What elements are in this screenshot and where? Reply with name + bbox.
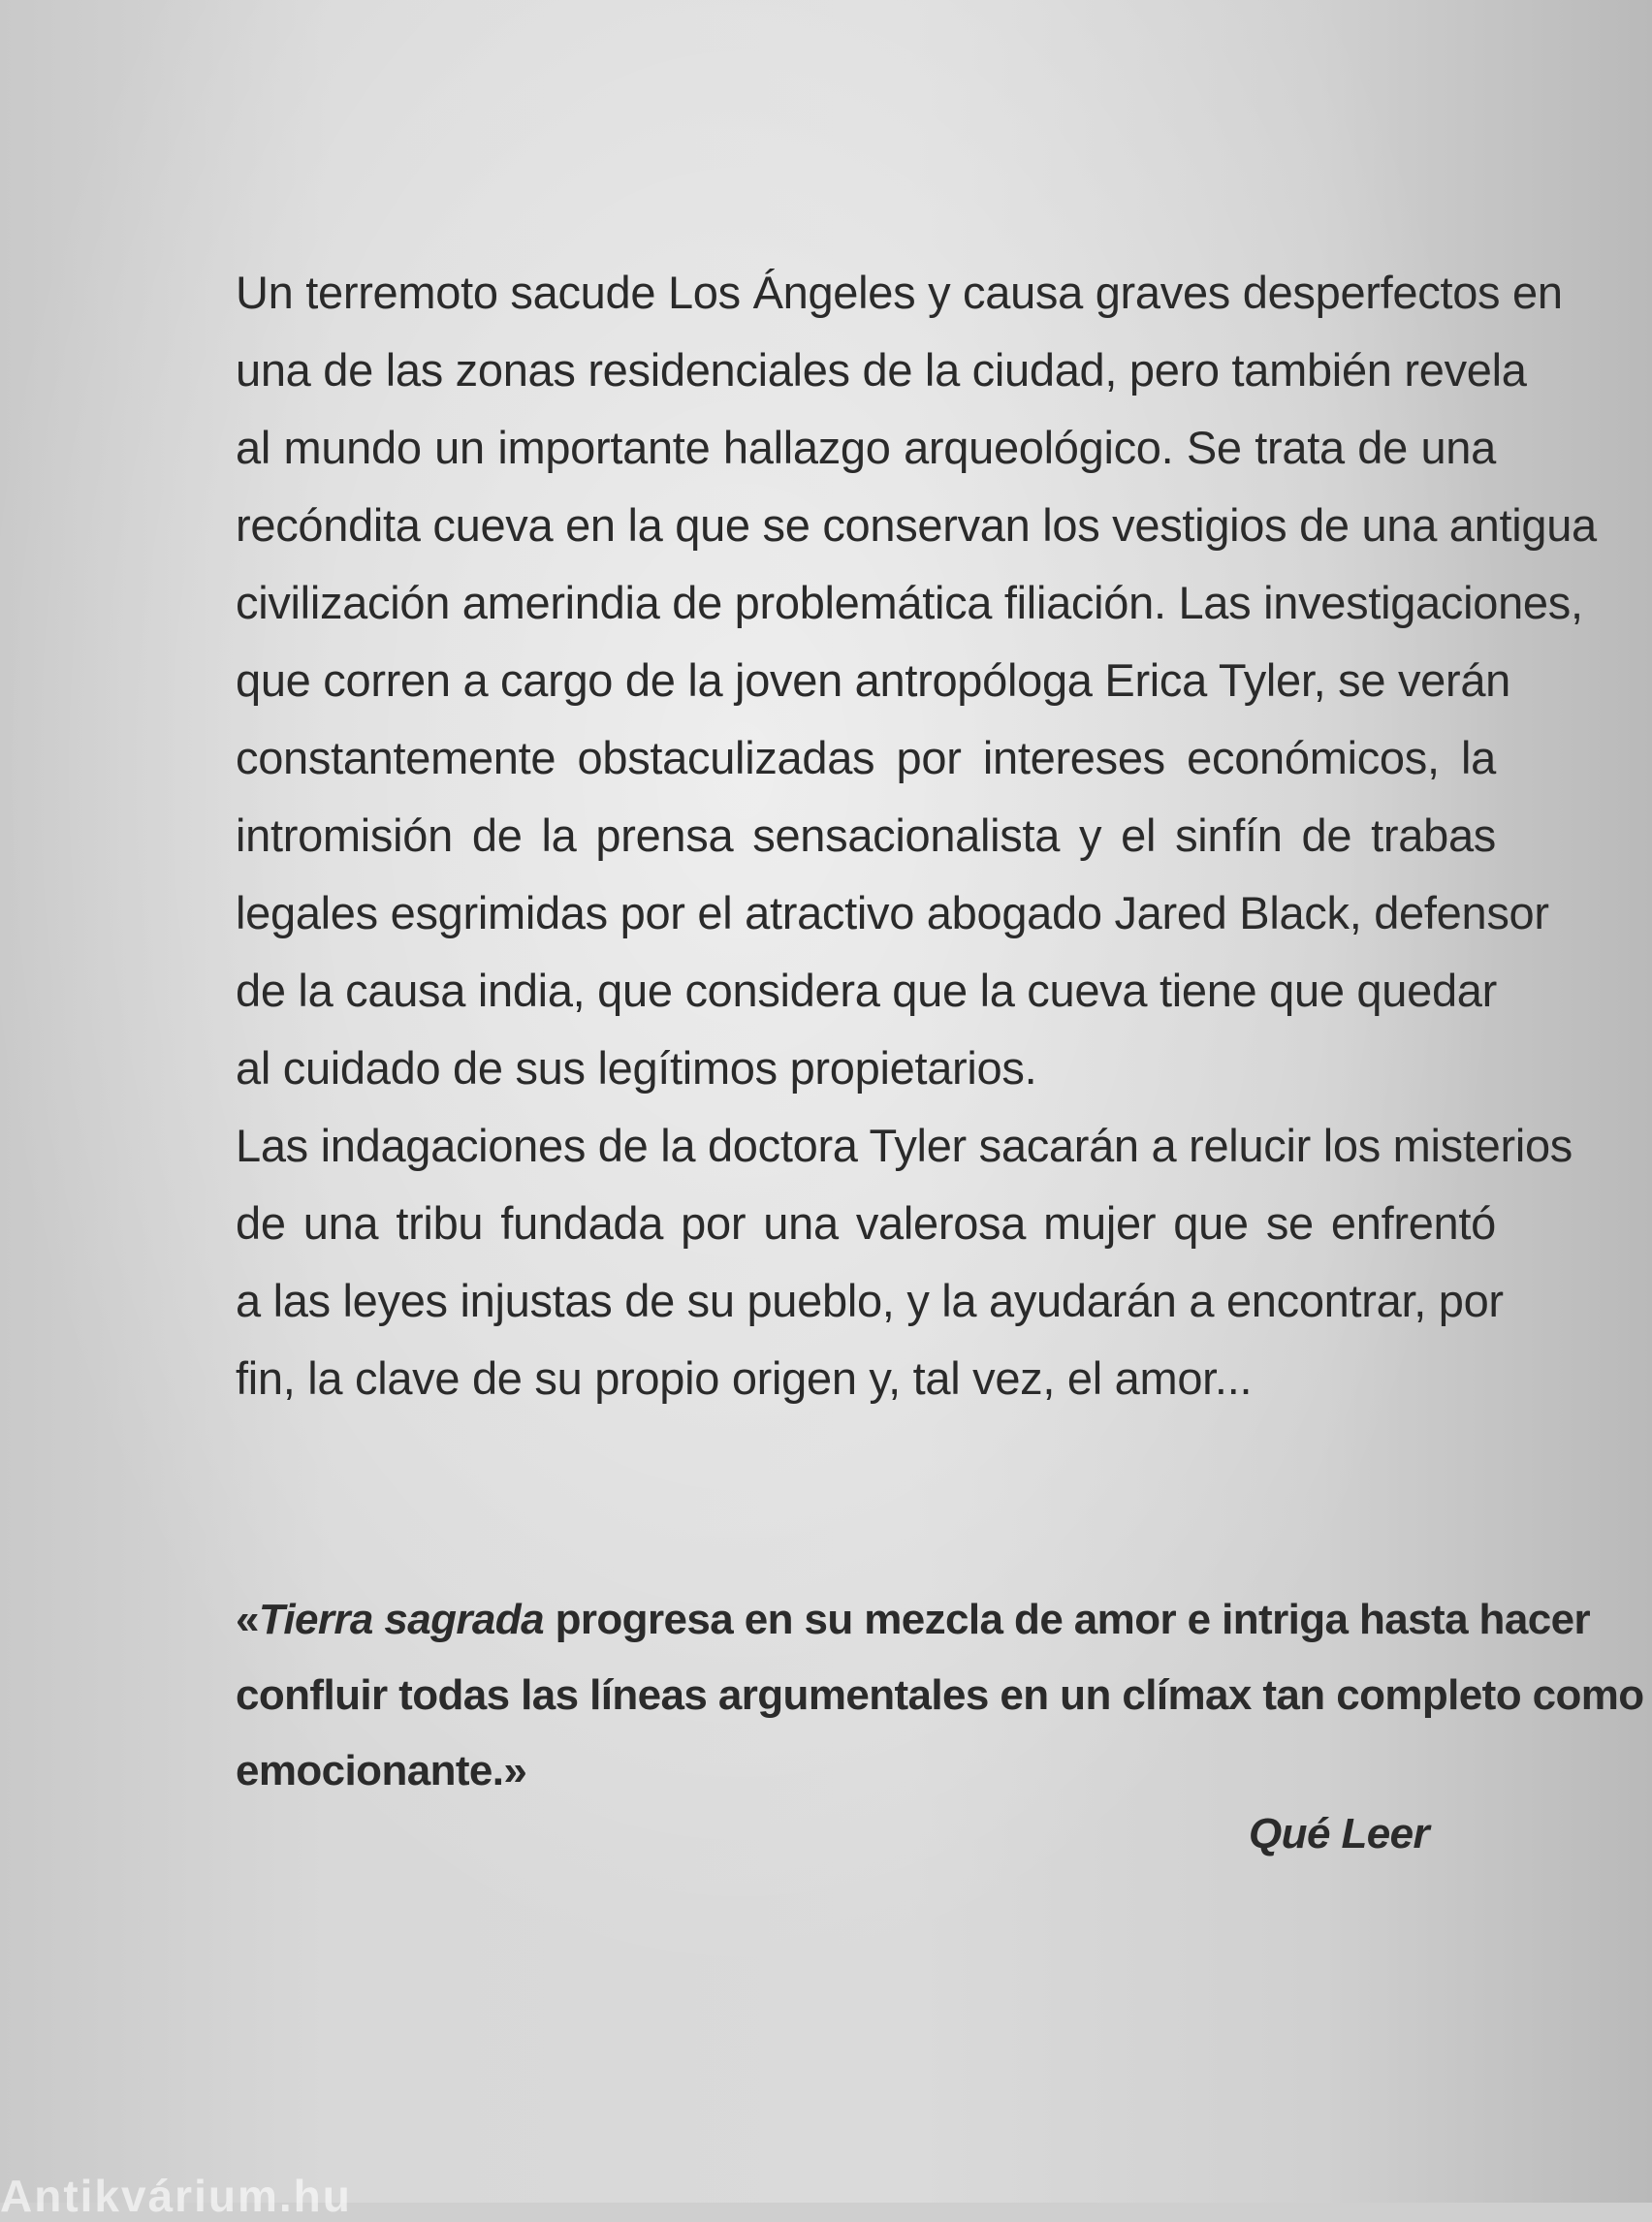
synopsis-line: una de las zonas residenciales de la ciudad, pero también revela <box>236 344 1527 396</box>
synopsis-line: legales esgrimidas por el atractivo abogado Jared Black, defensor <box>236 887 1549 938</box>
synopsis-text <box>236 254 1597 1417</box>
watermark: Antikvárium.hu <box>0 2171 352 2221</box>
synopsis-line: al cuidado de sus legítimos propietarios. <box>236 1042 1037 1094</box>
synopsis-line: Las indagaciones de la doctora Tyler sacarán a relucir los misterios <box>236 1120 1573 1171</box>
book-title: Tierra sagrada <box>258 1596 544 1643</box>
review-quote <box>236 1582 1644 1809</box>
synopsis-line: recóndita cueva en la que se conservan los vestigios de una antigua <box>236 499 1597 551</box>
review-quote-line-1 <box>236 1582 1590 1658</box>
synopsis-line: fin, la clave de su propio origen y, tal vez, el amor... <box>236 1352 1253 1404</box>
synopsis-line: civilización amerindia de problemática filiación. Las investigaciones, <box>236 577 1583 628</box>
review-source: Qué Leer <box>1249 1810 1429 1857</box>
review-quote-line-2: confluir todas las líneas argumentales en un clímax tan completo como <box>236 1671 1644 1719</box>
synopsis-line: de una tribu fundada por una valerosa mujer que se enfrentó <box>236 1197 1496 1249</box>
synopsis-line: constantemente obstaculizadas por intereses económicos, la <box>236 732 1496 783</box>
open-quote-mark: « <box>236 1596 259 1643</box>
synopsis-line: a las leyes injustas de su pueblo, y la ayudarán a encontrar, por <box>236 1275 1504 1326</box>
synopsis-line: al mundo un importante hallazgo arqueológico. Se trata de una <box>236 422 1496 473</box>
synopsis-line: que corren a cargo de la joven antropóloga Erica Tyler, se verán <box>236 654 1511 706</box>
review-quote-line-3: emocionante.» <box>236 1747 527 1794</box>
synopsis-line: Un terremoto sacude Los Ángeles y causa graves desperfectos en <box>236 267 1563 318</box>
synopsis-line: intromisión de la prensa sensacionalista y el sinfín de trabas <box>236 809 1496 861</box>
synopsis-line: de la causa india, que considera que la cueva tiene que quedar <box>236 965 1497 1016</box>
review-quote-text: progresa en su mezcla de amor e intriga hasta hacer <box>543 1596 1590 1643</box>
